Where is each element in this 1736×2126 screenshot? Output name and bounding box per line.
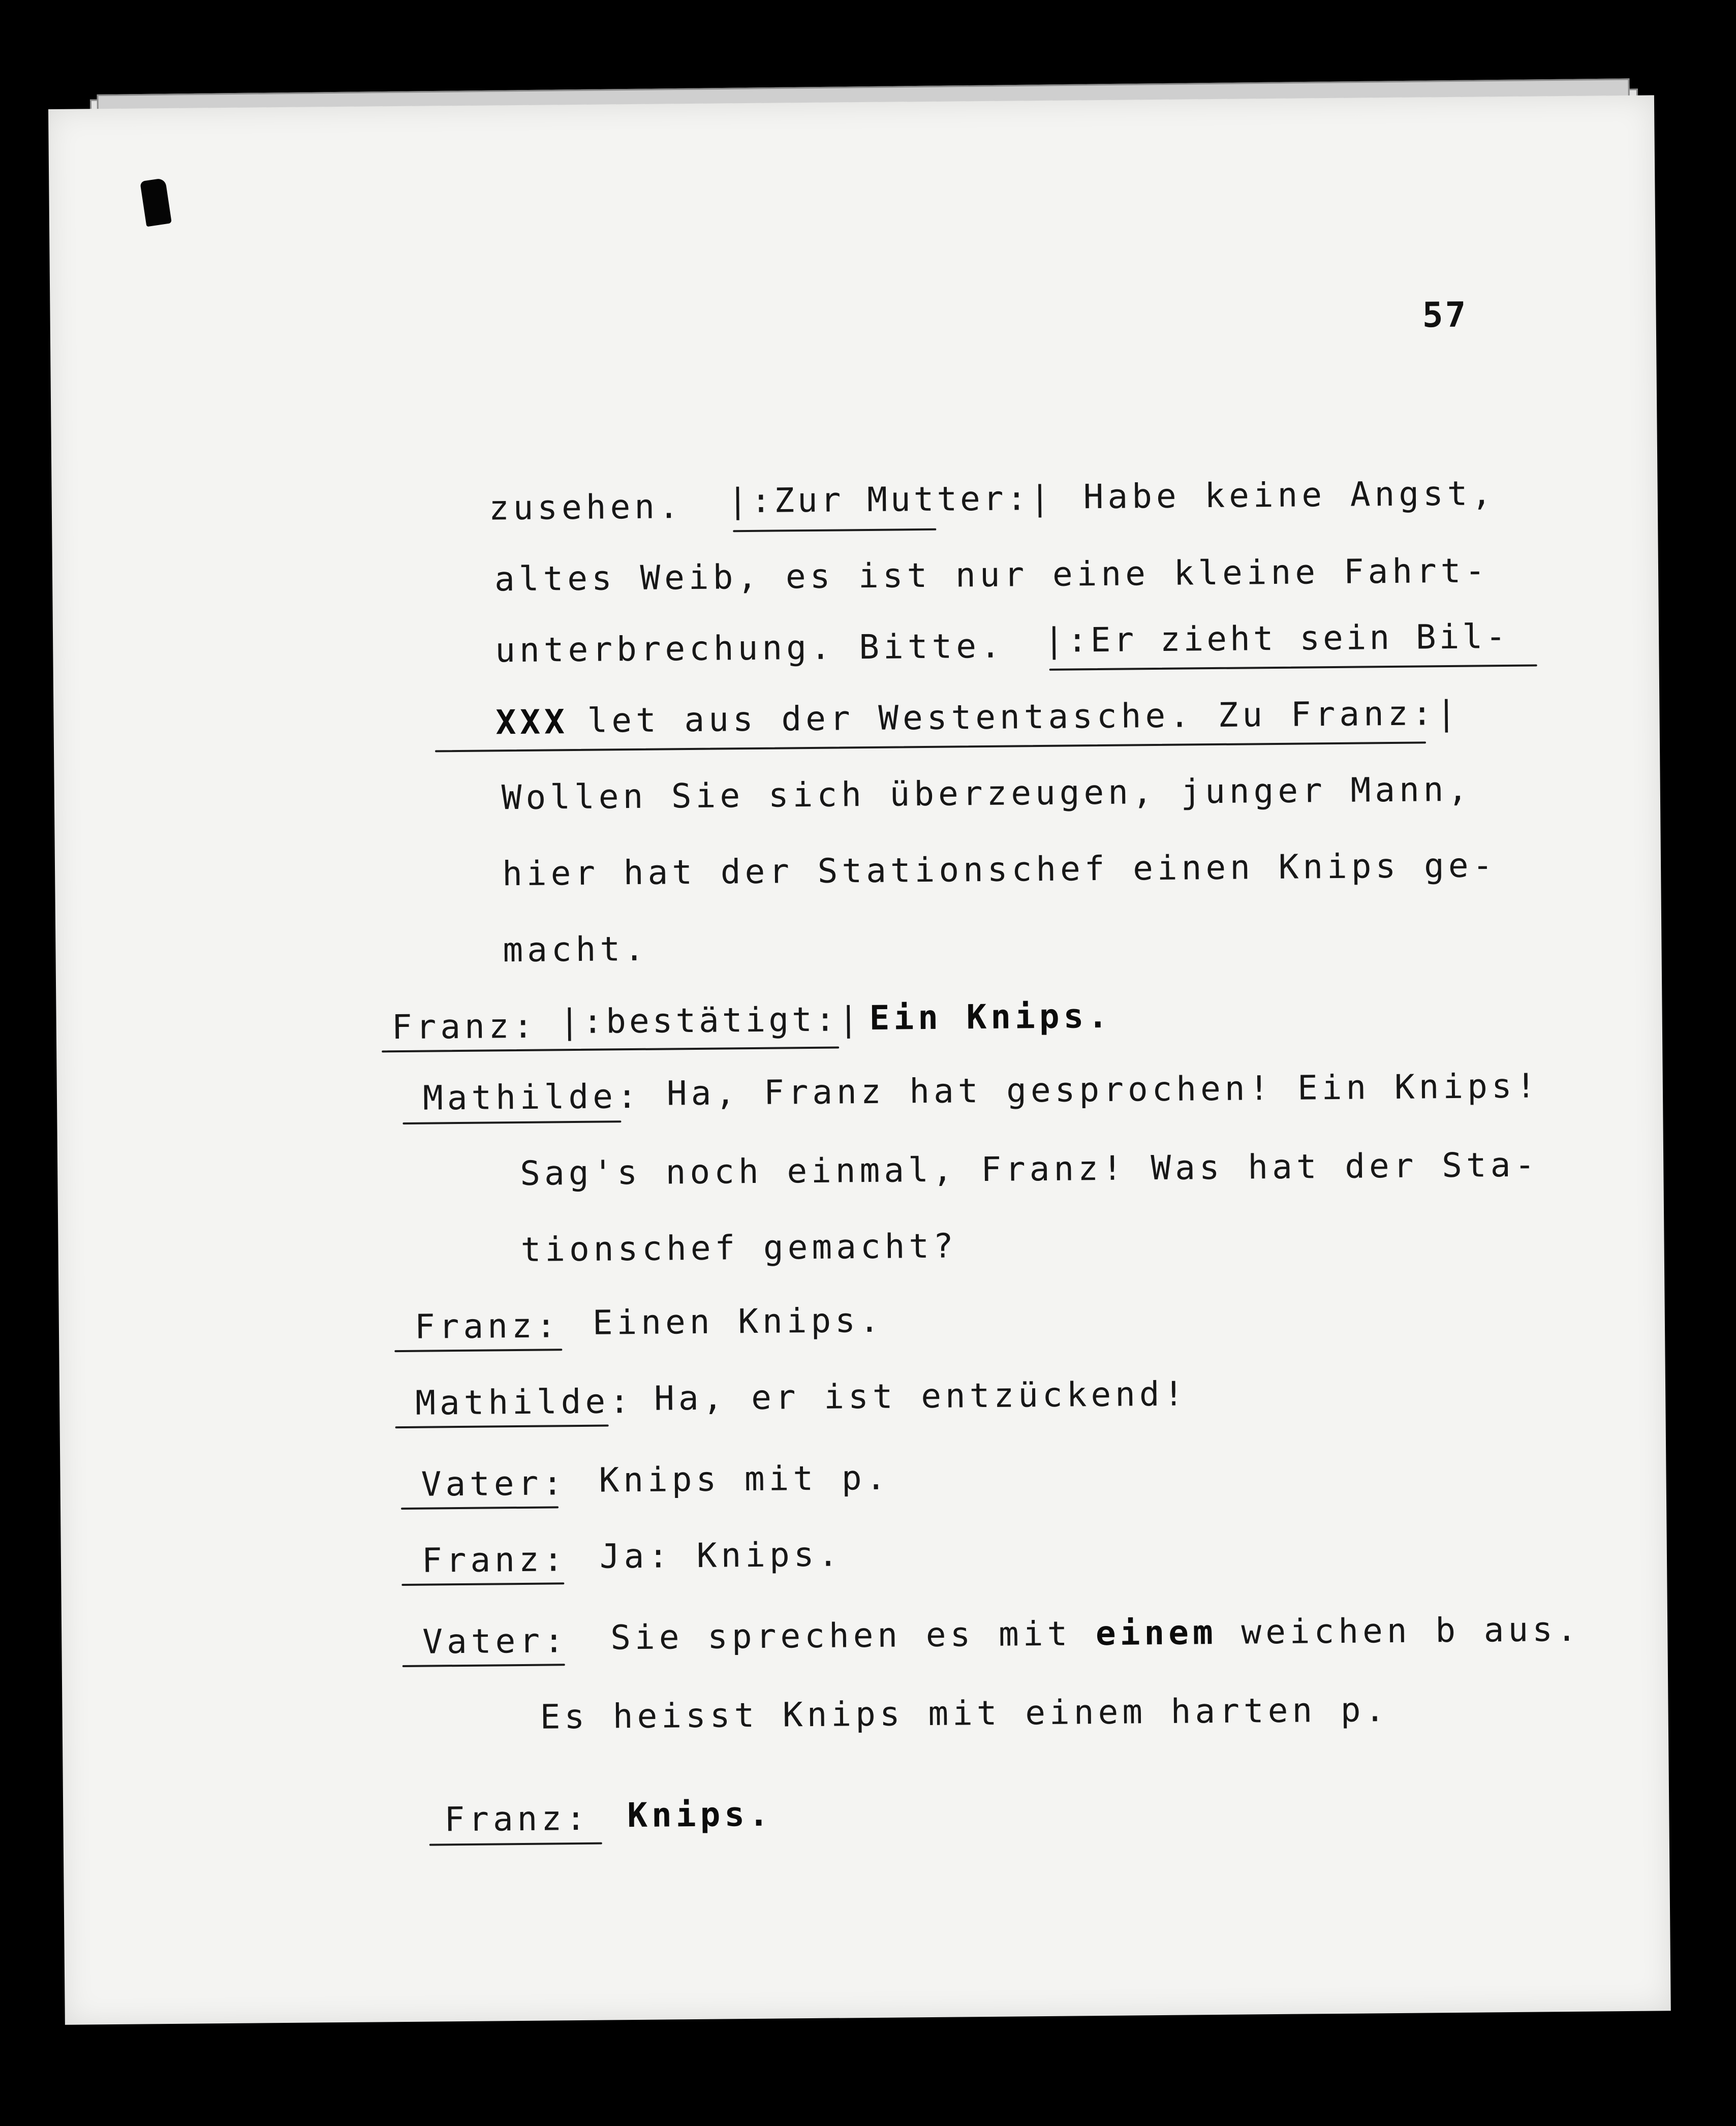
text-line: hier hat der Stationschef einen Knips ge- xyxy=(502,846,1497,894)
dialogue-text: Ja: Knips. xyxy=(599,1535,843,1576)
text-line: unterbrechung. Bitte. xyxy=(494,626,1005,670)
speaker-name: Vater: xyxy=(422,1621,569,1662)
speaker-name: Mathilde: xyxy=(415,1382,634,1423)
dialogue-text: Ein Knips. xyxy=(869,996,1112,1038)
text-line: zusehen. xyxy=(488,487,684,528)
speaker-name: Franz: xyxy=(421,1540,568,1580)
typescript-page xyxy=(48,95,1671,2024)
underline xyxy=(401,1582,564,1586)
dialogue-text-part: weichen b aus. xyxy=(1217,1609,1581,1652)
underline xyxy=(435,741,1426,752)
speaker-name: Franz: xyxy=(391,1006,538,1047)
dialogue-text-part: Sie sprechen es mit xyxy=(610,1614,1096,1658)
underline xyxy=(394,1349,562,1352)
text-line: let aus der Westentasche. Zu Franz:| xyxy=(587,693,1461,740)
underline xyxy=(1049,664,1537,670)
struck-out-text: XXX xyxy=(495,702,569,742)
dialogue-text: tionschef gemacht? xyxy=(520,1226,958,1269)
stage-direction: |:Zur Mutter:| xyxy=(727,478,1053,521)
text-line: macht. xyxy=(503,929,649,970)
underline xyxy=(429,1842,602,1846)
speaker-name: Franz: xyxy=(414,1306,561,1347)
stage-direction: |:Er zieht sein Bil- xyxy=(1043,616,1509,660)
dialogue-text: Ha, er ist entzückend! xyxy=(654,1374,1188,1418)
dialogue-text: Knips mit p. xyxy=(599,1458,890,1500)
dialogue-text: Ha, Franz hat gesprochen! Ein Knips! xyxy=(666,1066,1540,1113)
underline xyxy=(382,1046,839,1052)
stage-direction: |:bestätigt:| xyxy=(559,999,862,1042)
binding-mark xyxy=(140,178,172,227)
emphasized-word: einem xyxy=(1095,1613,1217,1653)
dialogue-text: Sag's noch einmal, Franz! Was hat der Sta- xyxy=(519,1145,1539,1193)
speaker-name: Franz: xyxy=(444,1798,591,1839)
underline xyxy=(402,1120,621,1124)
speaker-name: Vater: xyxy=(421,1463,567,1504)
dialogue-text: Es heisst Knips mit einem harten p. xyxy=(540,1690,1389,1737)
dialogue-text: Knips. xyxy=(627,1794,773,1835)
underline xyxy=(402,1664,565,1667)
dialogue-text xyxy=(610,1609,1581,1658)
text-line: Wollen Sie sich überzeugen, junger Mann, xyxy=(501,769,1472,818)
page-number: 57 xyxy=(1422,295,1468,336)
underline xyxy=(395,1424,609,1428)
text-line: altes Weib, es ist nur eine kleine Fahrt- xyxy=(494,551,1490,599)
text-line: Habe keine Angst, xyxy=(1083,474,1496,517)
underline xyxy=(733,528,936,532)
speaker-name: Mathilde: xyxy=(422,1076,641,1118)
underline xyxy=(401,1506,559,1510)
dialogue-text: Einen Knips. xyxy=(592,1300,884,1342)
